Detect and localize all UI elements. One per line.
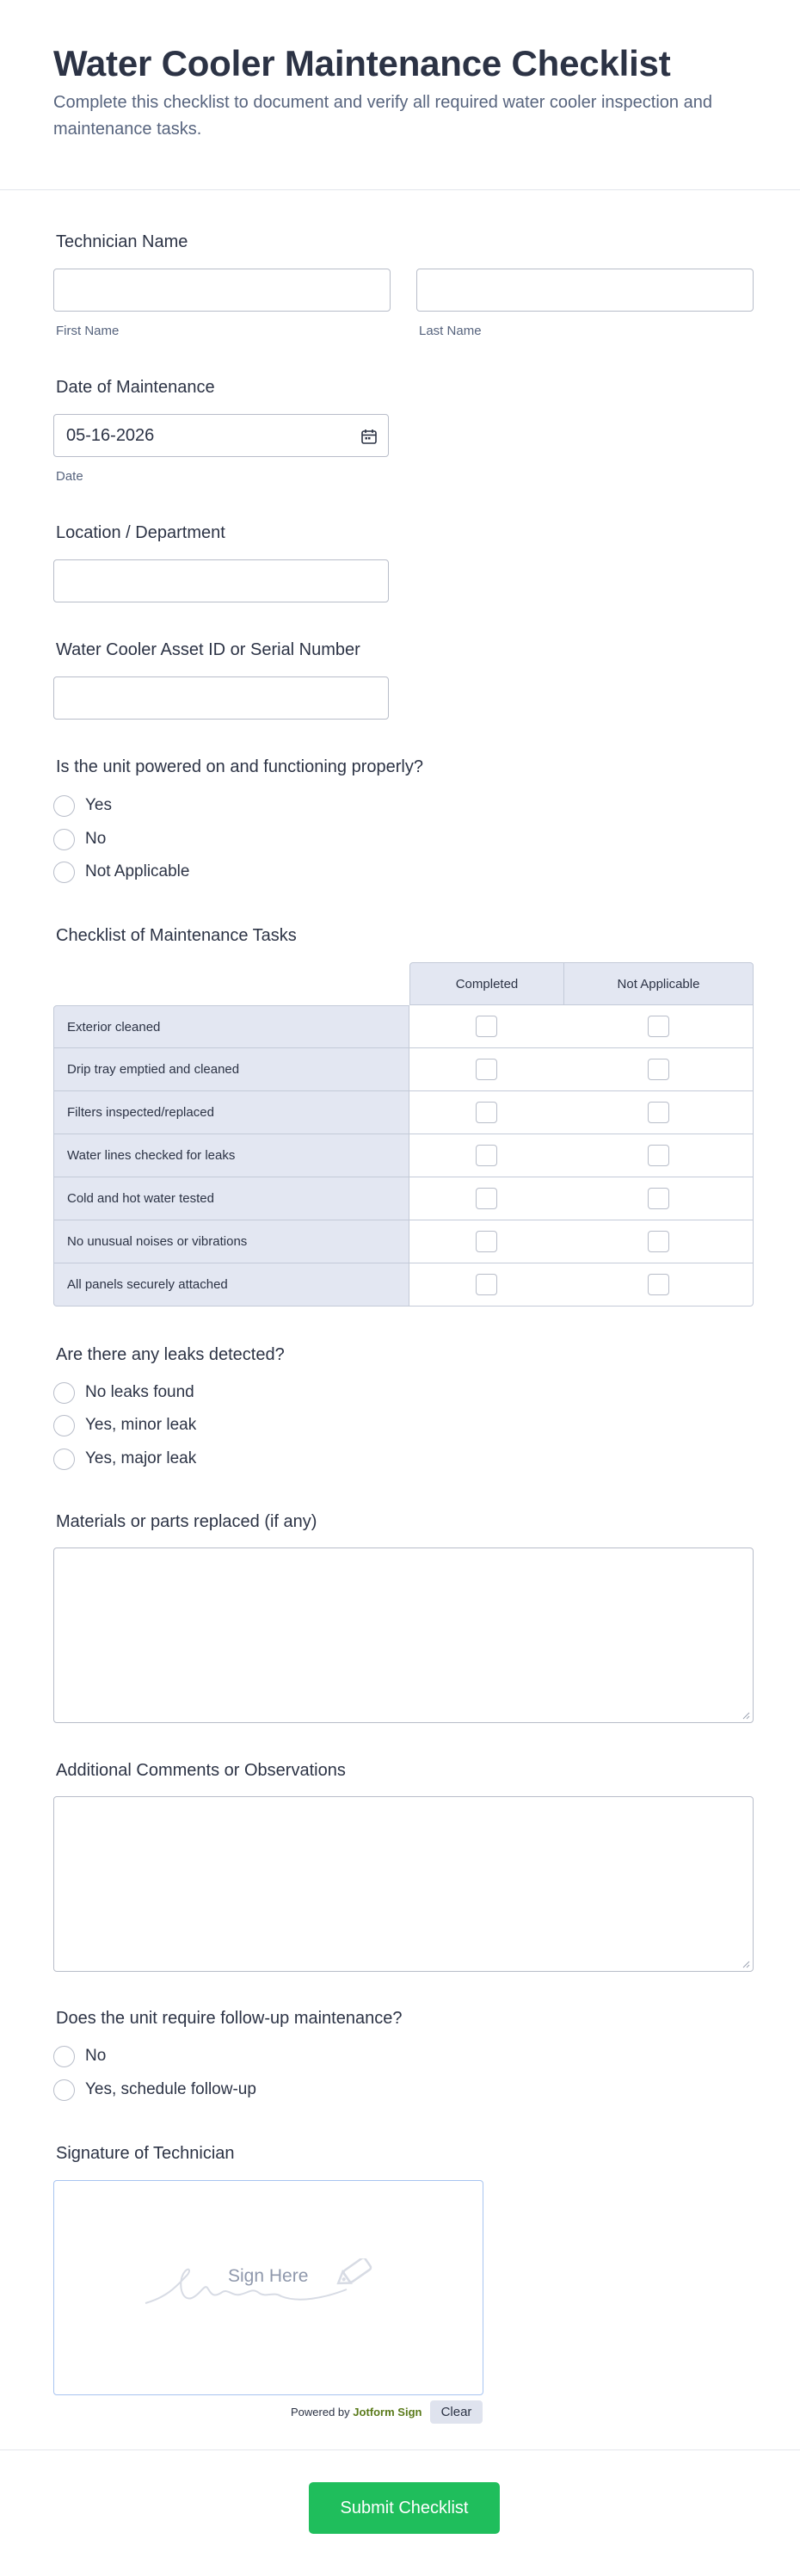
- matrix-cell: [563, 1005, 754, 1048]
- powered-option-yes[interactable]: [53, 793, 112, 819]
- last-name-field[interactable]: [416, 269, 754, 312]
- completed-checkbox[interactable]: [476, 1145, 497, 1166]
- matrix-row-label: No unusual noises or vibrations: [53, 1220, 409, 1263]
- completed-checkbox[interactable]: [476, 1274, 497, 1295]
- leaks-question-label: Are there any leaks detected?: [56, 1345, 285, 1364]
- signature-hint: Sign Here: [228, 2266, 309, 2286]
- first-name-sublabel: First Name: [56, 324, 120, 338]
- radio-button[interactable]: [53, 1415, 75, 1436]
- location-label: Location / Department: [56, 523, 225, 542]
- materials-textarea[interactable]: [53, 1547, 754, 1723]
- last-name-sublabel: Last Name: [419, 324, 482, 338]
- matrix-cell: [563, 1134, 754, 1177]
- jotform-sign-brand[interactable]: Jotform Sign: [353, 2406, 422, 2418]
- date-sublabel: Date: [56, 469, 83, 484]
- maintenance-tasks-label: Checklist of Maintenance Tasks: [56, 926, 297, 945]
- comments-label: Additional Comments or Observations: [56, 1761, 346, 1780]
- not-applicable-checkbox[interactable]: [648, 1102, 669, 1123]
- matrix-cell: [563, 1220, 754, 1263]
- signature-pad[interactable]: [53, 2180, 483, 2395]
- asset-id-label: Water Cooler Asset ID or Serial Number: [56, 640, 360, 659]
- followup-option-no[interactable]: [53, 2043, 106, 2069]
- form-title: Water Cooler Maintenance Checklist: [53, 43, 671, 83]
- matrix-cell: [409, 1048, 564, 1091]
- date-label: Date of Maintenance: [56, 378, 215, 397]
- powered-question-label: Is the unit powered on and functioning properly?: [56, 757, 423, 776]
- radio-label: Yes, minor leak: [85, 1416, 197, 1434]
- radio-button[interactable]: [53, 2079, 75, 2101]
- location-field[interactable]: [53, 559, 389, 602]
- not-applicable-checkbox[interactable]: [648, 1059, 669, 1080]
- not-applicable-checkbox[interactable]: [648, 1016, 669, 1037]
- leaks-option-minor[interactable]: [53, 1412, 196, 1438]
- matrix-cell: [409, 1091, 564, 1134]
- radio-label: No: [85, 2047, 107, 2065]
- date-field[interactable]: [53, 414, 389, 457]
- radio-button[interactable]: [53, 2046, 75, 2067]
- matrix-row-label: Exterior cleaned: [53, 1005, 409, 1048]
- matrix-cell: [409, 1263, 564, 1307]
- not-applicable-checkbox[interactable]: [648, 1188, 669, 1209]
- matrix-row-label: Filters inspected/replaced: [53, 1091, 409, 1134]
- radio-button[interactable]: [53, 1449, 75, 1470]
- matrix-cell: [409, 1005, 564, 1048]
- powered-option-no[interactable]: [53, 826, 106, 852]
- date-value: 05-16-2026: [66, 426, 155, 445]
- calendar-icon[interactable]: [360, 428, 378, 445]
- footer-divider: [0, 2449, 800, 2450]
- signature-label: Signature of Technician: [56, 2144, 235, 2163]
- completed-checkbox[interactable]: [476, 1059, 497, 1080]
- resize-handle-icon[interactable]: [742, 1960, 750, 1968]
- matrix-row-label: Cold and hot water tested: [53, 1177, 409, 1220]
- powered-option-not-applicable[interactable]: [53, 859, 189, 885]
- matrix-row-label: Drip tray emptied and cleaned: [53, 1048, 409, 1091]
- materials-label: Materials or parts replaced (if any): [56, 1512, 317, 1531]
- followup-question-label: Does the unit require follow-up maintenance?: [56, 2009, 403, 2028]
- radio-label: Yes: [85, 796, 112, 814]
- completed-checkbox[interactable]: [476, 1102, 497, 1123]
- radio-button[interactable]: [53, 795, 75, 817]
- radio-label: Not Applicable: [85, 862, 190, 880]
- not-applicable-checkbox[interactable]: [648, 1274, 669, 1295]
- powered-by-prefix: Powered by: [291, 2406, 350, 2418]
- leaks-option-none[interactable]: [53, 1380, 194, 1405]
- clear-signature-button[interactable]: Clear: [430, 2400, 483, 2424]
- resize-handle-icon[interactable]: [742, 1711, 750, 1720]
- radio-button[interactable]: [53, 862, 75, 883]
- radio-button[interactable]: [53, 829, 75, 850]
- not-applicable-checkbox[interactable]: [648, 1231, 669, 1252]
- completed-checkbox[interactable]: [476, 1188, 497, 1209]
- matrix-cell: [563, 1091, 754, 1134]
- matrix-header-completed: Completed: [409, 962, 564, 1005]
- radio-button[interactable]: [53, 1382, 75, 1404]
- radio-label: No leaks found: [85, 1383, 194, 1401]
- radio-label: Yes, major leak: [85, 1449, 197, 1467]
- powered-by-text: [291, 2406, 422, 2418]
- followup-option-schedule[interactable]: [53, 2077, 256, 2103]
- comments-textarea[interactable]: [53, 1796, 754, 1972]
- matrix-row-label: Water lines checked for leaks: [53, 1134, 409, 1177]
- submit-button[interactable]: Submit Checklist: [309, 2482, 500, 2534]
- radio-label: No: [85, 830, 107, 848]
- form-subtitle: Complete this checklist to document and verify all required water cooler inspection and maintenance tasks.: [53, 93, 712, 139]
- radio-label: Yes, schedule follow-up: [85, 2080, 256, 2098]
- asset-id-field[interactable]: [53, 676, 389, 720]
- matrix-header-not-applicable: Not Applicable: [563, 962, 754, 1005]
- matrix-cell: [563, 1263, 754, 1307]
- completed-checkbox[interactable]: [476, 1016, 497, 1037]
- not-applicable-checkbox[interactable]: [648, 1145, 669, 1166]
- technician-name-label: Technician Name: [56, 232, 188, 251]
- maintenance-tasks-matrix: [53, 962, 754, 1307]
- first-name-field[interactable]: [53, 269, 391, 312]
- leaks-option-major[interactable]: [53, 1446, 196, 1472]
- matrix-row-label: All panels securely attached: [53, 1263, 409, 1307]
- form-header: [0, 0, 800, 190]
- matrix-cell: [563, 1048, 754, 1091]
- matrix-cell: [409, 1177, 564, 1220]
- matrix-cell: [409, 1134, 564, 1177]
- matrix-cell: [409, 1220, 564, 1263]
- matrix-cell: [563, 1177, 754, 1220]
- completed-checkbox[interactable]: [476, 1231, 497, 1252]
